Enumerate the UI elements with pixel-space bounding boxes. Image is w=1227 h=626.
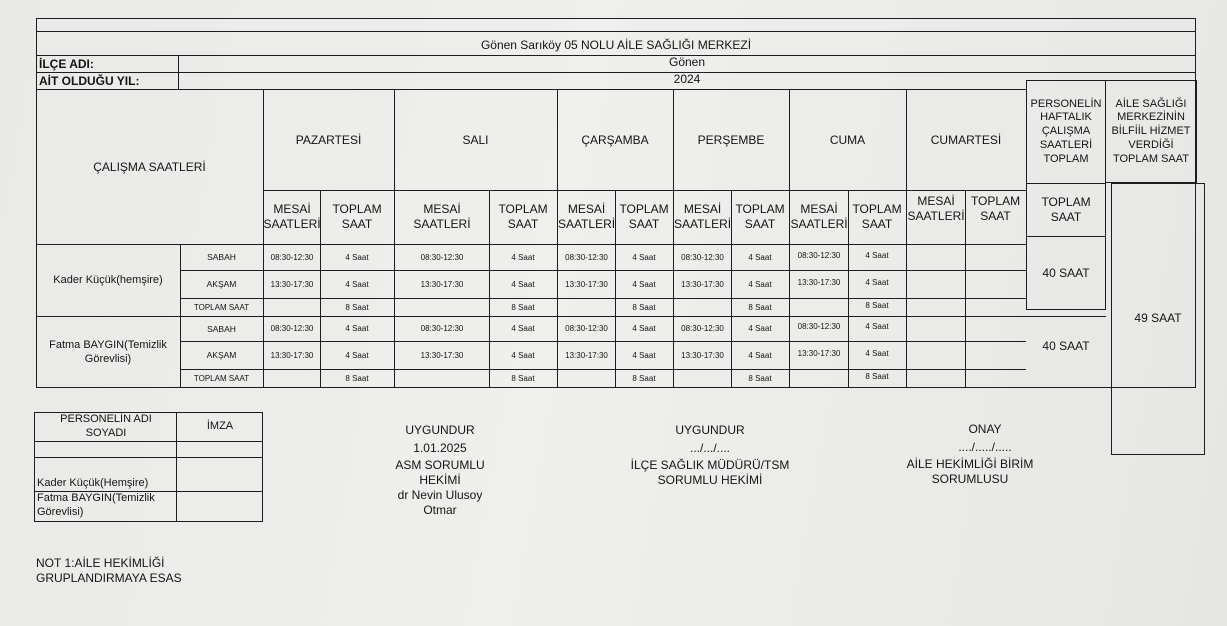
day-total-cell: 8 Saat: [632, 302, 656, 312]
sub-header-toplam: TOPLAM SAAT: [332, 202, 382, 231]
schedule-cell: 4 Saat: [748, 279, 772, 289]
schedule-cell: 4 Saat: [345, 252, 369, 262]
schedule-cell: 4 Saat: [632, 350, 656, 360]
staff-name: Kader Küçük(hemşire): [53, 273, 163, 286]
signature-name-header: PERSONELİN ADI SOYADI: [60, 413, 152, 439]
schedule-cell: 13:30-17:30: [681, 279, 724, 289]
approval-role: İLÇE SAĞLIK MÜDÜRÜ/TSM SORUMLU HEKİMİ: [630, 458, 790, 487]
day-total-cell: 8 Saat: [345, 373, 369, 383]
row-label-total: TOPLAM SAAT: [193, 373, 250, 383]
schedule-cell: 13:30-17:30: [565, 350, 608, 360]
schedule-cell: 4 Saat: [345, 279, 369, 289]
schedule-cell: 4 Saat: [748, 324, 772, 333]
day-header-saturday: CUMARTESİ: [930, 132, 1002, 147]
day-total-cell: 8 Saat: [748, 302, 772, 312]
schedule-cell: 4 Saat: [345, 350, 369, 360]
schedule-cell: 4 Saat: [748, 252, 772, 262]
schedule-cell: 4 Saat: [865, 322, 889, 331]
weekly-total-subheader: TOPLAM SAAT: [1041, 195, 1091, 224]
approval-date: ..../...../.....: [958, 439, 1012, 454]
schedule-cell: 08:30-12:30: [420, 324, 464, 333]
schedule-cell: 4 Saat: [511, 252, 535, 262]
day-total-cell: 8 Saat: [511, 302, 535, 312]
schedule-cell: 13:30-17:30: [797, 277, 841, 287]
approval-date: 1.01.2025: [413, 440, 467, 455]
day-total-cell: 8 Saat: [632, 373, 656, 383]
approval-title: UYGUNDUR: [405, 422, 475, 437]
day-total-cell: 8 Saat: [865, 300, 889, 310]
signature-row-line: [34, 457, 263, 458]
sub-header-toplam: TOPLAM SAAT: [498, 202, 548, 231]
working-hours-label: ÇALIŞMA SAATLERİ: [93, 159, 206, 174]
schedule-cell: 08:30-12:30: [681, 324, 724, 333]
weekly-total-header: PERSONELİN HAFTALIK ÇALIŞMA SAATLERİ TOPLAM: [1030, 97, 1102, 165]
weekly-total-value: 40 SAAT: [1042, 338, 1090, 353]
day-total-cell: 8 Saat: [345, 302, 369, 312]
header-top-edge: [36, 18, 1196, 32]
row-label-morning: SABAH: [207, 323, 236, 334]
schedule-cell: 4 Saat: [865, 348, 889, 358]
schedule-cell: 4 Saat: [865, 277, 889, 287]
district-value: Gönen: [668, 55, 706, 69]
schedule-cell: 08:30-12:30: [565, 324, 608, 333]
center-title: Gönen Sarıköy 05 NOLU AİLE SAĞLIĞI MERKEZİ: [480, 37, 752, 52]
schedule-cell: 4 Saat: [511, 324, 535, 333]
sub-header-toplam: TOPLAM SAAT: [970, 194, 1021, 223]
schedule-cell: 13:30-17:30: [420, 279, 464, 289]
staff-name: Fatma BAYGIN(Temizlik Görevlisi): [49, 338, 167, 365]
footnote: NOT 1:AİLE HEKİMLİĞİ GRUPLANDIRMAYA ESAS: [36, 556, 182, 585]
year-value: 2024: [673, 71, 701, 86]
approval-role: ASM SORUMLU HEKİMİ: [395, 458, 485, 487]
schedule-cell: 4 Saat: [632, 252, 656, 262]
schedule-cell: 4 Saat: [511, 279, 535, 289]
schedule-cell: 4 Saat: [632, 279, 656, 289]
day-header-tuesday: SALI: [462, 132, 489, 147]
schedule-cell: 4 Saat: [632, 324, 656, 333]
schedule-cell: 08:30-12:30: [797, 250, 841, 260]
schedule-cell: 13:30-17:30: [420, 350, 464, 360]
schedule-cell: 4 Saat: [748, 350, 772, 360]
row-label-evening: AKŞAM: [206, 279, 237, 290]
sub-header-toplam: TOPLAM SAAT: [852, 202, 902, 231]
schedule-cell: 08:30-12:30: [565, 252, 608, 262]
sub-header-mesai: MESAİ SAATLERİ: [673, 202, 732, 231]
schedule-cell: 13:30-17:30: [270, 350, 314, 360]
schedule-cell: 08:30-12:30: [420, 252, 464, 262]
day-header-friday: CUMA: [829, 132, 866, 147]
signature-header: İMZA: [206, 420, 234, 433]
schedule-cell: 13:30-17:30: [565, 279, 608, 289]
schedule-cell: 08:30-12:30: [270, 324, 314, 333]
schedule-cell: 08:30-12:30: [270, 252, 314, 262]
schedule-cell: 13:30-17:30: [681, 350, 724, 360]
schedule-cell: 13:30-17:30: [270, 279, 314, 289]
schedule-cell: 08:30-12:30: [797, 322, 841, 331]
day-total-cell: 8 Saat: [511, 373, 535, 383]
sub-header-toplam: TOPLAM SAAT: [619, 202, 669, 231]
schedule-cell: 13:30-17:30: [797, 348, 841, 358]
sub-header-mesai: MESAİ SAATLERİ: [790, 202, 848, 231]
district-label: İLÇE ADI:: [39, 57, 94, 71]
row-label-evening: AKŞAM: [206, 350, 237, 361]
sub-header-mesai: MESAİ SAATLERİ: [907, 194, 965, 223]
approval-role: AİLE HEKİMLİĞİ BİRİM SORUMLUSU: [906, 457, 1034, 486]
schedule-cell: 08:30-12:30: [681, 252, 724, 262]
approval-date: .../.../....: [689, 440, 730, 455]
day-total-cell: 8 Saat: [748, 373, 772, 383]
day-header-monday: PAZARTESİ: [295, 132, 362, 147]
day-total-cell: 8 Saat: [865, 371, 889, 381]
sub-header-mesai: MESAİ SAATLERİ: [413, 202, 471, 231]
day-header-wednesday: ÇARŞAMBA: [581, 132, 649, 147]
schedule-cell: 4 Saat: [865, 250, 889, 260]
day-header-thursday: PERŞEMBE: [697, 132, 765, 147]
year-label: AİT OLDUĞU YIL:: [39, 74, 140, 88]
schedule-cell: 4 Saat: [511, 350, 535, 360]
sub-header-mesai: MESAİ SAATLERİ: [557, 202, 616, 231]
approval-title: ONAY: [968, 421, 1002, 436]
approval-name: dr Nevin Ulusoy Otmar: [397, 488, 483, 517]
signature-row-line: [34, 441, 263, 442]
sub-header-mesai: MESAİ SAATLERİ: [263, 202, 321, 231]
row-label-total: TOPLAM SAAT: [193, 302, 250, 312]
weekly-total-value: 40 SAAT: [1042, 265, 1090, 280]
sub-header-toplam: TOPLAM SAAT: [735, 202, 785, 231]
service-total-value: 49 SAAT: [1134, 310, 1182, 325]
approval-title: UYGUNDUR: [675, 422, 745, 437]
service-total-header: AİLE SAĞLIĞI MERKEZİNİN BİLFİİL HİZMET VERDİĞİ TOPLAM SAAT: [1111, 97, 1191, 165]
schedule-cell: 4 Saat: [345, 324, 369, 333]
row-label-morning: SABAH: [207, 252, 236, 263]
signature-name: Kader Küçük(Hemşire): [37, 476, 149, 489]
signature-name: Fatma BAYGIN(Temizlik Görevlisi): [37, 492, 155, 518]
